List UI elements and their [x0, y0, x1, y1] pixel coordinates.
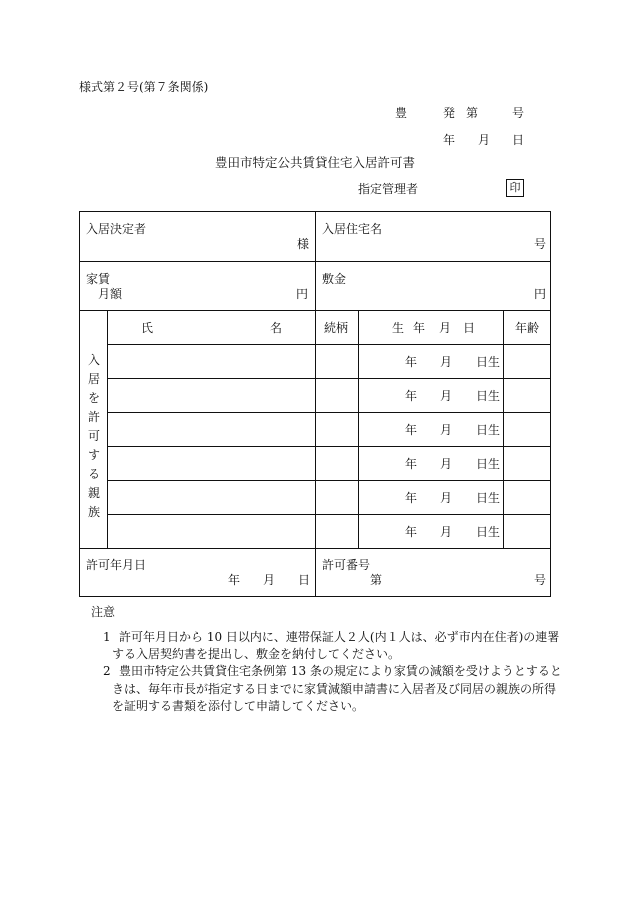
family-label-char: 親: [88, 486, 101, 500]
family-label-char: 可: [88, 429, 101, 443]
birth-year-label: 年: [405, 355, 418, 369]
column-header-birth-4: 日: [463, 321, 476, 335]
deposit-label: 敷金: [322, 272, 347, 286]
note-line: する入居契約書を提出し、敷金を納付してください。: [112, 647, 401, 661]
birth-month-label: 月: [440, 355, 453, 369]
note-number: 1: [103, 630, 111, 644]
birth-year-label: 年: [405, 491, 418, 505]
column-header-age: 年齢: [515, 321, 540, 335]
issue-number-dai: 第: [466, 106, 479, 120]
note-line: を証明する書類を添付して申請してください。: [112, 699, 365, 713]
birth-month-label: 月: [440, 525, 453, 539]
issue-number-city: 豊: [395, 106, 408, 120]
birth-month-label: 月: [440, 491, 453, 505]
issue-number-hatsu: 発: [443, 106, 456, 120]
issue-date-month: 月: [478, 133, 491, 147]
column-header-name-2: 名: [270, 321, 283, 335]
birth-day-label: 日生: [476, 457, 501, 471]
birth-month-label: 月: [440, 389, 453, 403]
issue-date-day: 日: [512, 133, 525, 147]
family-label-char: 居: [88, 372, 101, 386]
document-title: 豊田市特定公共賃貸住宅入居許可書: [214, 155, 415, 170]
note-number: 2: [103, 664, 111, 678]
family-label-char: す: [88, 448, 101, 462]
deposit-unit: 円: [534, 287, 547, 301]
housing-suffix: 号: [534, 237, 547, 251]
permit-date-month: 月: [263, 573, 276, 587]
column-header-birth-3: 月: [439, 321, 452, 335]
issue-number-go: 号: [512, 106, 525, 120]
birth-month-label: 月: [440, 423, 453, 437]
permit-date-day: 日: [298, 573, 311, 587]
birth-day-label: 日生: [476, 423, 501, 437]
birth-year-label: 年: [405, 389, 418, 403]
note-line: 豊田市特定公共賃貸住宅条例第 13 条の規定により家賃の減額を受けようとすると: [119, 664, 562, 678]
family-label-char: 族: [88, 505, 101, 519]
manager-label: 指定管理者: [358, 182, 419, 196]
seal-stamp: 印: [506, 179, 524, 197]
birth-day-label: 日生: [476, 389, 501, 403]
rent-label: 家賃: [86, 272, 111, 286]
permit-date-label: 許可年月日: [86, 558, 147, 572]
birth-year-label: 年: [405, 525, 418, 539]
housing-label: 入居住宅名: [322, 222, 383, 236]
family-label-char: 許: [88, 410, 101, 424]
permit-number-label: 許可番号: [322, 558, 371, 572]
column-header-birth-2: 年: [413, 321, 426, 335]
note-line: きは、毎年市長が指定する日までに家賃減額申請書に入居者及び同居の親族の所得: [112, 682, 557, 696]
birth-day-label: 日生: [476, 355, 501, 369]
resident-label: 入居決定者: [86, 222, 147, 236]
birth-day-label: 日生: [476, 491, 501, 505]
rent-unit: 円: [296, 287, 309, 301]
issue-date-year: 年: [443, 133, 456, 147]
note-line: 許可年月日から 10 日以内に、連帯保証人２人(内１人は、必ず市内在住者)の連署: [119, 630, 560, 644]
rent-monthly-label: 月額: [98, 287, 123, 301]
family-label-char: る: [88, 467, 101, 481]
birth-day-label: 日生: [476, 525, 501, 539]
permit-number-suffix: 号: [534, 573, 547, 587]
birth-year-label: 年: [405, 457, 418, 471]
column-header-name-1: 氏: [141, 321, 154, 335]
family-label-char: を: [88, 391, 101, 405]
resident-suffix: 様: [297, 237, 310, 251]
permit-number-prefix: 第: [370, 573, 383, 587]
notes-title: 注意: [91, 605, 116, 619]
column-header-relation: 続柄: [324, 321, 349, 335]
birth-month-label: 月: [440, 457, 453, 471]
column-header-birth-1: 生: [392, 321, 405, 335]
form-number: 様式第２号(第７条関係): [79, 80, 209, 94]
family-label-char: 入: [88, 353, 101, 367]
birth-year-label: 年: [405, 423, 418, 437]
permit-date-year: 年: [228, 573, 241, 587]
